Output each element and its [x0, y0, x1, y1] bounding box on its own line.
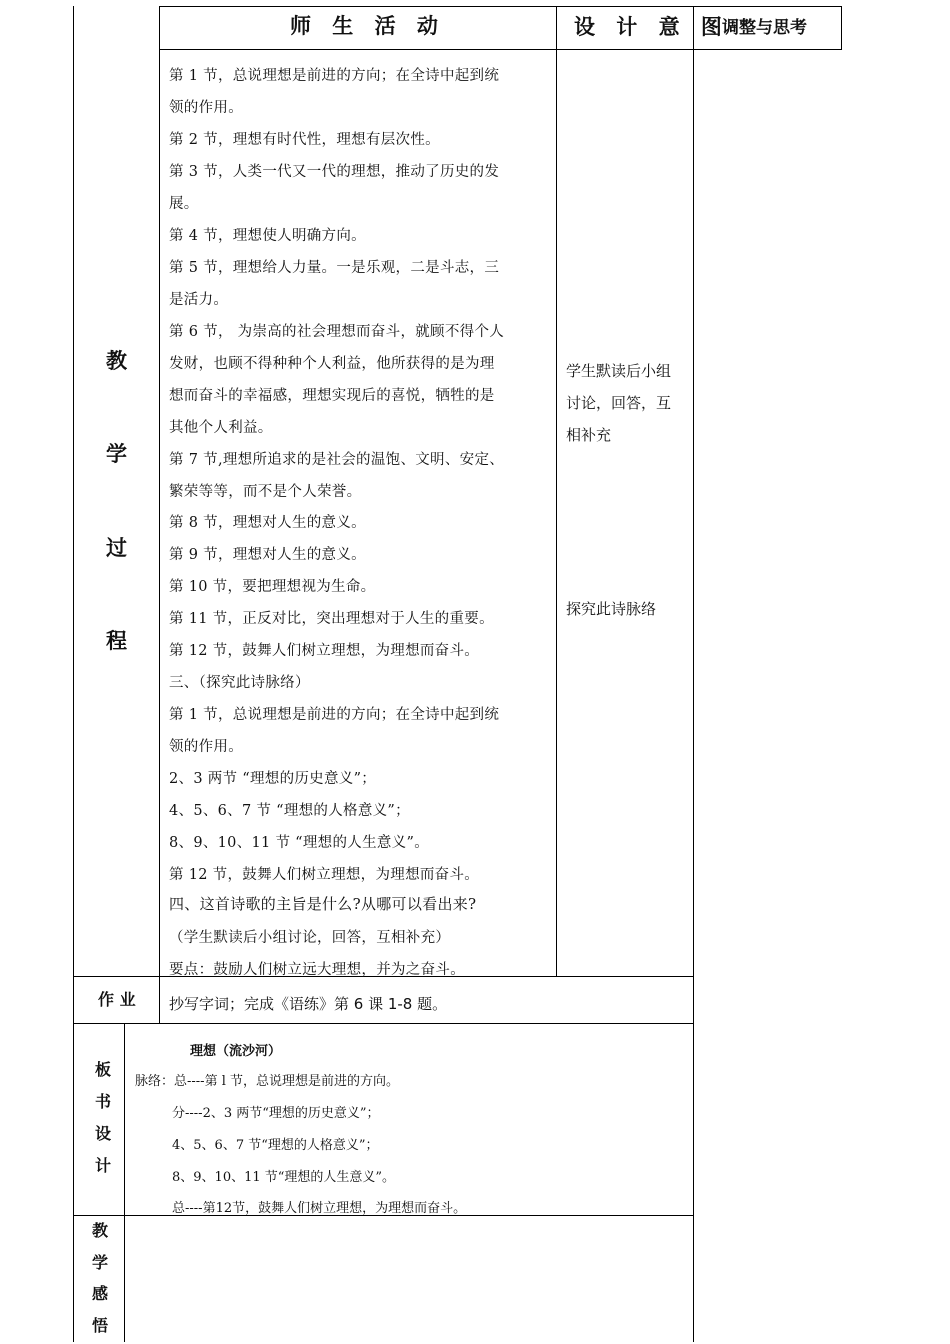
process-label-char: 学: [106, 442, 127, 466]
grid-line: [73, 6, 74, 1342]
board-line: 4、5、6、7 节“理想的人格意义”；: [172, 1138, 379, 1153]
content-line: 想而奋斗的幸福感，理想实现后的喜悦，牺牲的是: [169, 388, 495, 404]
homework-label: 作 业: [98, 990, 136, 1009]
insight-label-char: 感: [92, 1284, 109, 1303]
process-label-char: 程: [106, 629, 127, 653]
grid-line: [159, 49, 842, 50]
content-line: 领的作用。: [169, 739, 243, 755]
content-line: 4、5、6、7 节 “理想的人格意义”；: [169, 803, 410, 819]
intent-note-line: 学生默读后小组: [566, 362, 672, 380]
board-title: 理想（流沙河）: [190, 1044, 282, 1059]
content-line: 第 6 节， 为崇高的社会理想而奋斗，就顾不得个人: [169, 324, 505, 340]
content-line: 第 8 节，理想对人生的意义。: [169, 515, 366, 531]
content-line: 第 12 节，鼓舞人们树立理想，为理想而奋斗。: [169, 643, 480, 659]
grid-line: [159, 6, 160, 1024]
process-label-char: 过: [106, 536, 127, 560]
content-line: 第 7 节,理想所追求的是社会的温饱、文明、安定、: [169, 452, 505, 468]
grid-line: [159, 6, 842, 7]
insight-label-char: 悟: [92, 1316, 109, 1335]
process-label-char: 教: [106, 349, 127, 373]
content-line: 繁荣等等，而不是个人荣誉。: [169, 484, 362, 500]
board-line: 总----第12节，鼓舞人们树立理想，为理想而奋斗。: [172, 1201, 467, 1216]
content-line: 第 1 节，总说理想是前进的方向；在全诗中起到统: [169, 68, 500, 84]
board-label-char: 设: [95, 1124, 112, 1143]
grid-line: [556, 6, 557, 976]
grid-line: [693, 6, 694, 1342]
content-line: 第 4 节，理想使人明确方向。: [169, 228, 366, 244]
board-line: 脉络：总----第 l 节，总说理想是前进的方向。: [135, 1074, 399, 1089]
grid-line: [124, 1024, 125, 1342]
board-label-char: 板: [95, 1060, 112, 1079]
content-line: 第 3 节，人类一代又一代的理想，推动了历史的发: [169, 164, 500, 180]
content-line: 三、（探究此诗脉络）: [169, 675, 310, 691]
header-activity: 师 生 活 动: [290, 14, 445, 38]
content-line: 第 9 节，理想对人生的意义。: [169, 547, 366, 563]
header-reflection: 调整与思考: [722, 18, 807, 38]
content-line: 领的作用。: [169, 100, 243, 116]
homework-text: 抄写字词；完成《语练》第 6 课 1-8 题。: [169, 995, 448, 1013]
content-line: 是活力。: [169, 292, 229, 308]
board-label-char: 书: [95, 1092, 112, 1111]
content-line: 第 12 节，鼓舞人们树立理想，为理想而奋斗。: [169, 867, 480, 883]
insight-label-char: 教: [92, 1221, 109, 1240]
content-line: 第 2 节，理想有时代性，理想有层次性。: [169, 132, 440, 148]
grid-line: [73, 1023, 694, 1024]
content-line: 发财，也顾不得种种个人利益，他所获得的是为理: [169, 356, 495, 372]
board-label-char: 计: [95, 1156, 112, 1175]
content-line: 四、这首诗歌的主旨是什么?从哪可以看出来?: [169, 895, 477, 913]
board-line: 分----2、3 两节“理想的历史意义”；: [172, 1106, 380, 1121]
content-line: （学生默读后小组讨论，回答，互相补充）: [169, 930, 451, 946]
content-line: 2、3 两节 “理想的历史意义”；: [169, 771, 377, 787]
content-line: 第 10 节，要把理想视为生命。: [169, 579, 376, 595]
intent-note-line: 讨论，回答，互: [566, 394, 672, 412]
content-line: 第 5 节，理想给人力量。一是乐观，二是斗志，三: [169, 260, 500, 276]
board-line: 8、9、10、11 节“理想的人生意义”。: [172, 1170, 396, 1185]
grid-line: [841, 6, 842, 50]
header-intent: 设 计 意 图: [574, 15, 729, 39]
content-line: 8、9、10、11 节 “理想的人生意义”。: [169, 835, 429, 851]
intent-note-line: 探究此诗脉络: [566, 600, 657, 618]
content-line: 其他个人利益。: [169, 420, 273, 436]
content-line: 第 11 节，正反对比，突出理想对于人生的重要。: [169, 611, 494, 627]
intent-note-line: 相补充: [566, 426, 612, 444]
content-line: 展。: [169, 196, 199, 212]
insight-label-char: 学: [92, 1253, 109, 1272]
content-line: 要点：鼓励人们树立远大理想，并为之奋斗。: [169, 962, 465, 978]
content-line: 第 1 节，总说理想是前进的方向；在全诗中起到统: [169, 707, 500, 723]
